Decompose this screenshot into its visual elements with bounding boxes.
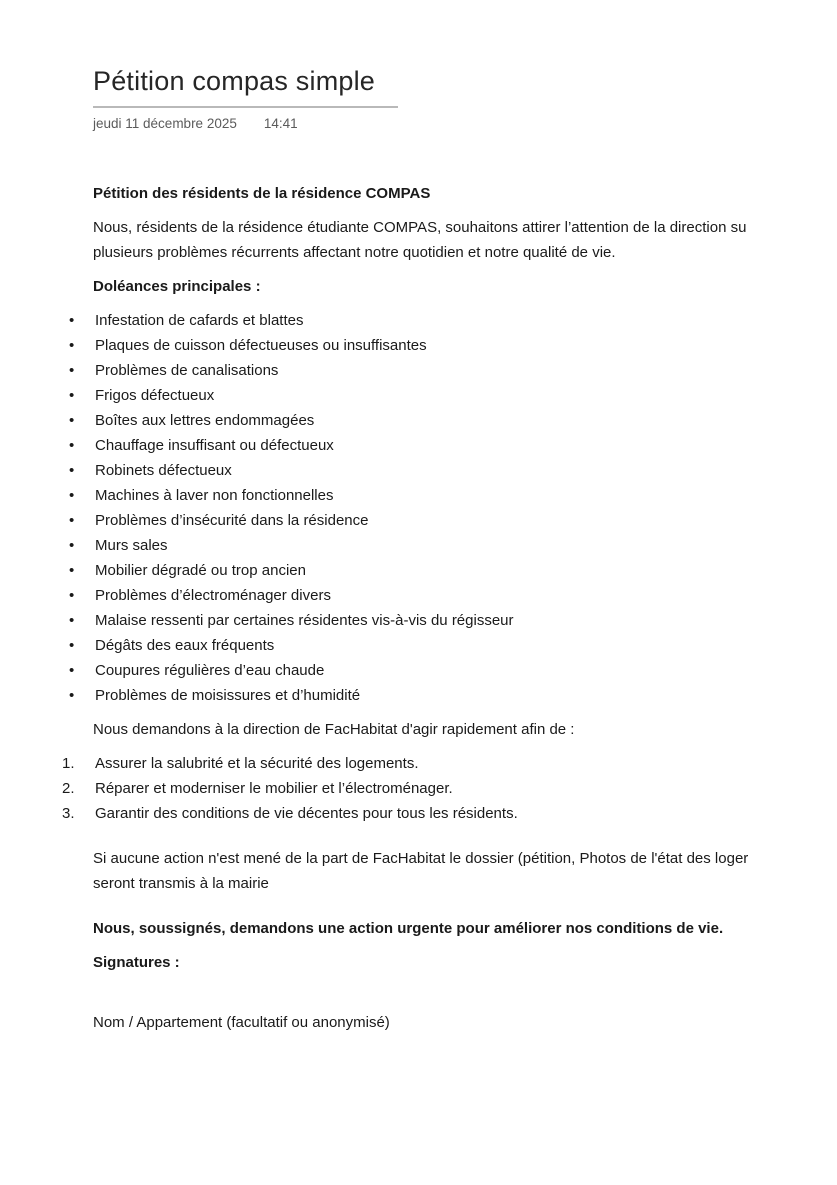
demand-list — [0, 751, 837, 826]
grievance-item: • Boîtes aux lettres endommagées — [95, 408, 837, 433]
warning-line-1: Si aucune action n'est mené de la part de FacHabitat le dossier (pétition, Photos de l'état des loger — [93, 850, 749, 867]
document-main-heading: Pétition des résidents de la résidence COMPAS — [93, 185, 431, 202]
demand-item: Réparer et moderniser le mobilier et l’électroménager. — [95, 780, 453, 797]
grievance-item: • Machines à laver non fonctionnelles — [95, 483, 837, 508]
grievance-item: • Problèmes de canalisations — [95, 358, 837, 383]
intro-line-1: Nous, résidents de la résidence étudiante COMPAS, souhaitons attirer l’attention de la direction su — [93, 219, 747, 236]
grievance-item: • Plaques de cuisson défectueuses ou insuffisantes — [95, 333, 837, 358]
demand-item: Garantir des conditions de vie décentes pour tous les résidents. — [95, 805, 518, 822]
grievance-item: • Coupures régulières d’eau chaude — [95, 658, 837, 683]
grievance-item: • Chauffage insuffisant ou défectueux — [95, 433, 837, 458]
signature-note: Nom / Appartement (facultatif ou anonymisé) — [93, 1014, 390, 1031]
grievance-item: • Infestation de cafards et blattes — [95, 308, 837, 333]
grievance-item: • Murs sales — [95, 533, 837, 558]
grievance-item: • Malaise ressenti par certaines résidentes vis-à-vis du régisseur — [95, 608, 837, 633]
grievance-item: • Mobilier dégradé ou trop ancien — [95, 558, 837, 583]
intro-line-2: plusieurs problèmes récurrents affectant notre quotidien et notre qualité de vie. — [93, 244, 616, 261]
signatures-heading: Signatures : — [93, 954, 180, 971]
grievance-item: • Frigos défectueux — [95, 383, 837, 408]
note-header — [0, 0, 837, 133]
closing-statement: Nous, soussignés, demandons une action urgente pour améliorer nos conditions de vie. — [93, 920, 724, 937]
grievance-item: • Problèmes d’électroménager divers — [95, 583, 837, 608]
page-time: 14:41 — [263, 116, 298, 131]
page-title[interactable]: Pétition compas simple — [93, 66, 376, 96]
document-body[interactable] — [0, 181, 837, 1035]
grievance-item: • Problèmes d’insécurité dans la résidence — [95, 508, 837, 533]
grievance-item: • Dégâts des eaux fréquents — [95, 633, 837, 658]
page-date: jeudi 11 décembre 2025 — [93, 116, 237, 131]
grievances-heading: Doléances principales : — [93, 278, 261, 295]
demand-item: Assurer la salubrité et la sécurité des logements. — [95, 755, 419, 772]
grievance-item: • Robinets défectueux — [95, 458, 837, 483]
grievance-item: • Problèmes de moisissures et d’humidité — [95, 683, 837, 708]
warning-line-2: seront transmis à la mairie — [93, 875, 269, 892]
grievance-list — [0, 308, 837, 708]
date-line — [93, 115, 837, 133]
title-underline — [93, 106, 398, 108]
demand-intro: Nous demandons à la direction de FacHabitat d'agir rapidement afin de : — [93, 721, 575, 738]
